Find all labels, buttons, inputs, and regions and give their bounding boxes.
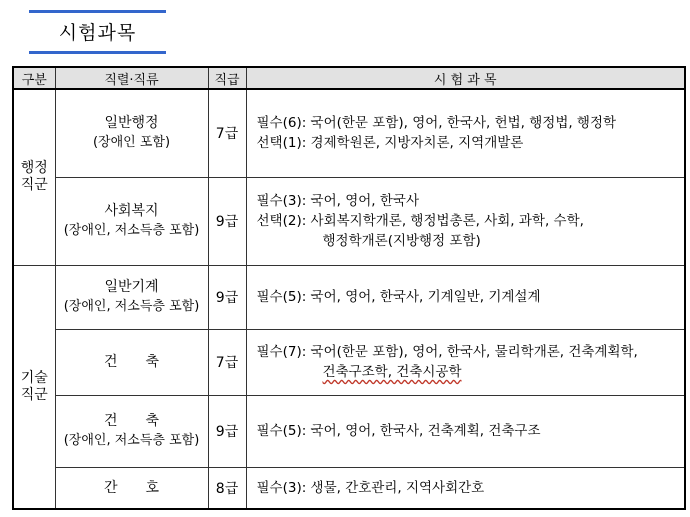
header-grade: 직급 [208,67,246,89]
subject-line: 선택(1): 경제학원론, 지방자치론, 지역개발론 [256,135,524,152]
position-note: (장애인, 저소득층 포함) [63,299,200,314]
position-cell [55,89,208,177]
grade-cell: 9급 [208,265,246,329]
subject-line: 필수(3): 생물, 간호관리, 지역사회간호 [256,479,485,496]
subject-line: 필수(3): 국어, 영어, 한국사 [256,193,419,209]
grade-cell: 9급 [208,395,246,467]
header-subjects: 시 험 과 목 [246,67,685,89]
position-cell [55,177,208,265]
category-label: 행정 직군 [20,160,48,194]
subjects-cell [246,265,685,329]
table-row [13,329,685,395]
category-label: 기술 직군 [20,369,48,403]
position-name: 간 호 [103,479,160,496]
subject-line: 필수(5): 국어, 영어, 한국사, 건축계획, 건축구조 [256,423,541,439]
title-block [29,10,166,54]
title-top-rule [29,10,166,13]
subject-line: 건축구조학, 건축시공학 [322,364,462,380]
subjects-cell [246,89,685,177]
position-note: (장애인, 저소득층 포함) [63,223,200,238]
position-note: (장애인 포함) [92,135,171,151]
grade-cell: 8급 [208,467,246,509]
position-cell [55,265,208,329]
position-name: 건 축 [103,413,160,429]
table-row [13,395,685,467]
position-cell [55,467,208,509]
category-cell-tech [13,265,55,509]
table-row [13,265,685,329]
position-note: (장애인, 저소득층 포함) [63,433,200,448]
subject-line: 행정학개론(지방행정 포함) [322,233,481,249]
subject-line: 필수(7): 국어(한문 포함), 영어, 한국사, 물리학개론, 건축계획학, [256,344,638,360]
subject-line: 필수(6): 국어(한문 포함), 영어, 한국사, 헌법, 행정법, 행정학 [256,115,617,132]
subjects-cell [246,329,685,395]
subjects-cell [246,177,685,265]
grade-cell: 7급 [208,329,246,395]
subjects-cell [246,395,685,467]
table-header-row [13,67,685,89]
page-title: 시험과목 [58,22,137,44]
header-category: 구분 [13,67,55,89]
position-name: 사회복지 [104,203,159,219]
position-name: 건 축 [103,354,160,370]
subject-line: 선택(2): 사회복지학개론, 행정법총론, 사회, 과학, 수학, [256,213,584,229]
position-name: 일반기계 [104,279,159,295]
grade-cell: 9급 [208,177,246,265]
table-row [13,177,685,265]
table-row [13,467,685,509]
header-position: 직렬·직류 [55,67,208,89]
position-name: 일반행정 [104,115,159,132]
category-cell-admin [13,89,55,265]
subject-line: 필수(5): 국어, 영어, 한국사, 기계일반, 기계설계 [256,289,541,305]
grade-cell: 7급 [208,89,246,177]
table-row [13,89,685,177]
title-bottom-rule [29,51,166,54]
exam-subjects-table [12,66,686,510]
position-cell [55,329,208,395]
position-cell [55,395,208,467]
subjects-cell [246,467,685,509]
